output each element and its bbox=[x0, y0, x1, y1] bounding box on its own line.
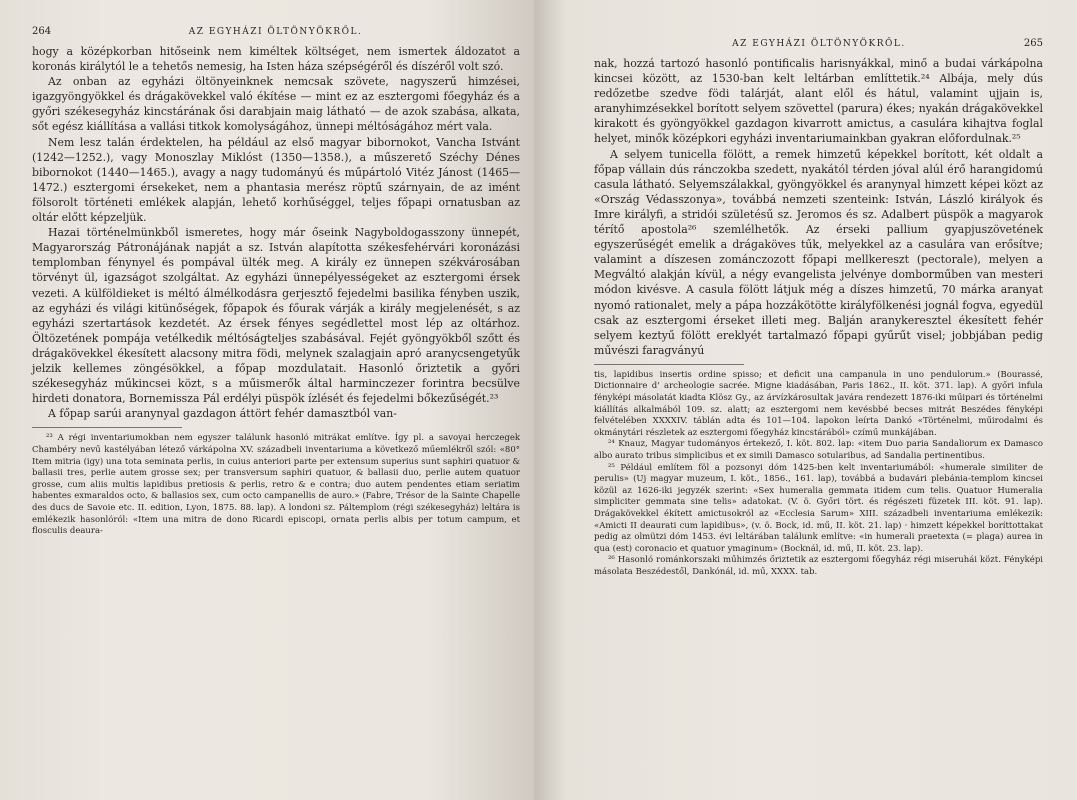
left-page bbox=[0, 0, 534, 800]
right-page-number: 265 bbox=[1023, 38, 1043, 49]
paragraph: Nem lesz talán érdektelen, ha például az első magyar bibornokot, Vancha Istvánt (1242—1252.), vagy Monoszlay Miklóst (1350—1358.), a műszerető Széchy Dénes bibornokot (1440—1465.), avagy a nagy tudományú és műpártoló Vitéz Jánost (1465—1472.) esztergomi érsekeket, nem a phantasia merész röptű szárnyain, de az imént fölsorolt történeti emlékek alapján, lehető korhűséggel, teljes főpapi ornatusban az oltár előtt képzeljük. bbox=[32, 135, 520, 225]
footnote: ²⁶ Hasonló románkorszaki műhimzés őriztetik az esztergomi főegyház régi miseruhái közt. Fényképi másolata Beszédestől, Dankónál, id. mű, XXXX. tab. bbox=[594, 555, 1043, 577]
footnote-divider bbox=[594, 364, 744, 365]
paragraph: A selyem tunicella fölött, a remek himzetű képekkel borított, két oldalt a főpap vállain dús ránczokba szedett, nyakától térden jóval alúl érő harangidomú casula látható. Selyemszálakkal, gyöngyökkel és aranynyal himzett képei közt az «Ország Védasszonya», továbbá nemzeti szenteink: István, László királyok és Imre királyfi, a stridói születésű sz. Jeromos és sz. Adalbert püspök a magyarok térítő apostola²⁶ szemlélhetők. Az érseki pallium gyapjuszövetének egyszerűségét emelik a drágaköves tűk, melyekkel az a casulára van erősítve; valamint a díszesen zománczozott főpapi mellkereszt (pectorale), melyen a Megváltó alakján kívül, a négy evangelista jelvénye domborműben van mesteri módon kivésve. A casula fölött látjuk még a díszes himzetű, 70 márka aranyat nyomó rationalet, mely a pápa hozzákötötte királyfölkenési jognál fogva, egyedül csak az esztergomi érseket illeti meg. Balján aranykeresztel ékesített fehér selyem keztyű fölött ereklyét tartalmazó főpapi gyűrűt visel; jobbjában pedig művészi faragványú bbox=[594, 147, 1043, 357]
right-header bbox=[594, 38, 1043, 56]
footnote: ²³ A régi inventariumokban nem egyszer találunk hasonló mitrákat említve. Így pl. a savoyai herczegek Chambéry nevű kastélyában létező várkápolna XV. századbeli inventariuma a következő műemlékről szól: «80° Item mitria (igy) una tota seminata perlis, in cuius anteriori parte per extensum superius sunt saphiri quatuor & ballasii tres, perlie autem grosse sex; per transversum saphiri quatuor, & ballasii duo, perlie autem quatuor grosse, cum aliis multis lapidibus pretiosis & perlis, retro & e contra; duo autem pendentes etiam seriatim habentes exmaraldos octo, & ballasios sex, cum octo campanellis de auro.» (Fabre, Trésor de la Sainte Chapelle des ducs de Savoie etc. II. edition, Lyon, 1875. 88. lap). A londoni sz. Páltemplom (régi székesegyház) leltára is emlékezik hasonlóról: «Item una mitra de dono Ricardi episcopi, ornata perlis albis per totum campum, et flosculis deaura- bbox=[32, 433, 520, 537]
right-page bbox=[534, 0, 1077, 800]
left-body-text bbox=[32, 44, 520, 421]
footnote: ²⁴ Knauz, Magyar tudományos értekező, I. köt. 802. lap: «item Duo paria Sandaliorum ex Damasco albo aurato tribus simplicibus et ex simili Damasco sotularibus, ad Sandalia pertinentibus. bbox=[594, 439, 1043, 462]
footnote: tis, lapidibus insertis ordine spisso; et deficit una campanula in uno pendulorum.» (Bourassé, Dictionnaire d' archeologie sacrée. Migne kiadásában, Paris 1862., II. köt. 371. lap). A győri infula fényképi másolatát kiadta Klösz Gy., az árvízkárosultak javára rendezett 1876-iki műipari és történelmi kiállítás alkalmából 109. sz. alatt; az esztergomi nem kevésbbé becses mitrát Beszédes fényképi felvételében XXXXIV. táblán adta és 101—104. lapokon leírta Dankó «Történelmi, műirodalmi és okmánytári részletek az esztergomi főegyház kincstárából» czímű munkájában. bbox=[594, 369, 1043, 438]
paragraph: nak, hozzá tartozó hasonló pontificalis harisnyákkal, minő a budai várkápolna kincsei között, az 1530-ban kelt leltárban említtetik.²⁴ Albája, mely dús redőzetbe szedve födi talárját, alant elől és hátul, valamint ujjain is, aranyhimzésekkel borított selyem szövettel (parura) ékes; nyakán drágakövekkel kirakott és gyöngyökkel gazdagon kivarrott amictus, a casulára kihajtva foglal helyet, minők középkori egyházi inventariumainkban gyakran előfordulnak.²⁵ bbox=[594, 57, 1043, 146]
right-footnotes bbox=[594, 370, 1043, 579]
left-header bbox=[32, 26, 520, 44]
right-running-head: AZ EGYHÁZI ÖLTÖNYÖKRŐL. bbox=[732, 39, 906, 49]
left-running-head: AZ EGYHÁZI ÖLTÖNYÖKRŐL. bbox=[188, 27, 363, 37]
footnote: ²⁵ Például említem föl a pozsonyi dóm 1425-ben kelt inventariumából: «humerale similiter de perulis» (Uj magyar muzeum, I. köt., 1856., 161. lap), továbbá a budavári plebánia-templom kincsei közül az 1626-iki jegyzék szerint: «Sex humeralia gemmata itidem cum telis. Quatuor Humeralia simpliciter gemmata sine telis» adatokat. (V. ö. Győri tört. és régészeti füzetek III. köt. 91. lap). Drágakövekkel ékített amictusokról az «Ecclesia Sarum» XIII. századbeli inventariuma emlékezik: «Amicti II deaurati cum lapidibus», (v. ö. Bock, id. mű, II. köt. 21. lap) · himzett képekkel boríttottakat pedig az olmützi dóm 1453. évi leltárában találunk említve: «in humerali praetexta (= plaga) aurea in qua (est) coronacio et quatuor ymaginum» (Bocknál, id. mű, II. köt. 23. lap). bbox=[594, 462, 1043, 554]
right-body-text bbox=[594, 56, 1043, 358]
left-footnotes bbox=[32, 433, 520, 537]
paragraph: Hazai történelmünkből ismeretes, hogy már őseink Nagyboldogasszony ünnepét, Magyarország Pátronájának napját a sz. István alapította székesfehérvári koronázási templomban fénynyel és pompával ülték meg. A király ez ünnepen székvárosában törvényt ül, igazságot szolgáltat. Az egyházi ünnepélyességeket az esztergomi érsek vezeti. A külföldieket is méltó álmélkodásra gerjesztő fejedelmi basilika fényben uszik, az egyházi és világi kitünőségek, főpapok és főurak várják a király megjelenését, s az egyházi szertartások kezdetét. Az érsek fényes segédlettel most lép az oltárhoz. Öltözetének pompája vetélkedik méltóságteljes szabásával. Fejét gyöngyökből szőtt és drágakövekkel ékesített alacsony mitra födi, melynek szalagjain apró aranycsengetyűk jelzik kellemes zöngésökkel, a főpap mozdulatait. Hasonló őriztetik a győri székesegyház műkincsei közt, s a műismerők által harminczezer forintra becsülve hirdeti donatora, Bornemissza Pál erdélyi püspök ízlését és fejedelmi bőkezűségét.²³ bbox=[32, 226, 520, 406]
paragraph: hogy a középkorban hitőseink nem kiméltek költséget, nem ismertek áldozatot a koronás királytól le a tehetős nemesig, ha Isten háza szépségéről és díszéről volt szó. bbox=[32, 45, 520, 74]
left-page-number: 264 bbox=[32, 26, 52, 37]
footnote-divider bbox=[32, 427, 182, 428]
paragraph: Az onban az egyházi öltönyeinknek nemcsak szövete, nagyszerű himzései, igazgyöngyökkel és drágakövekkel való ékítése — mint ez az esztergomi főegyház és a győri székesegyház kincstárának ősi darabjain maig látható — de azok szabása, alkata, sőt egész kiállítása a vallási titkok komolyságához, ünnepi méltóságához mért vala. bbox=[32, 75, 520, 134]
paragraph: A főpap sarúi aranynyal gazdagon áttört fehér damasztból van- bbox=[48, 407, 397, 421]
